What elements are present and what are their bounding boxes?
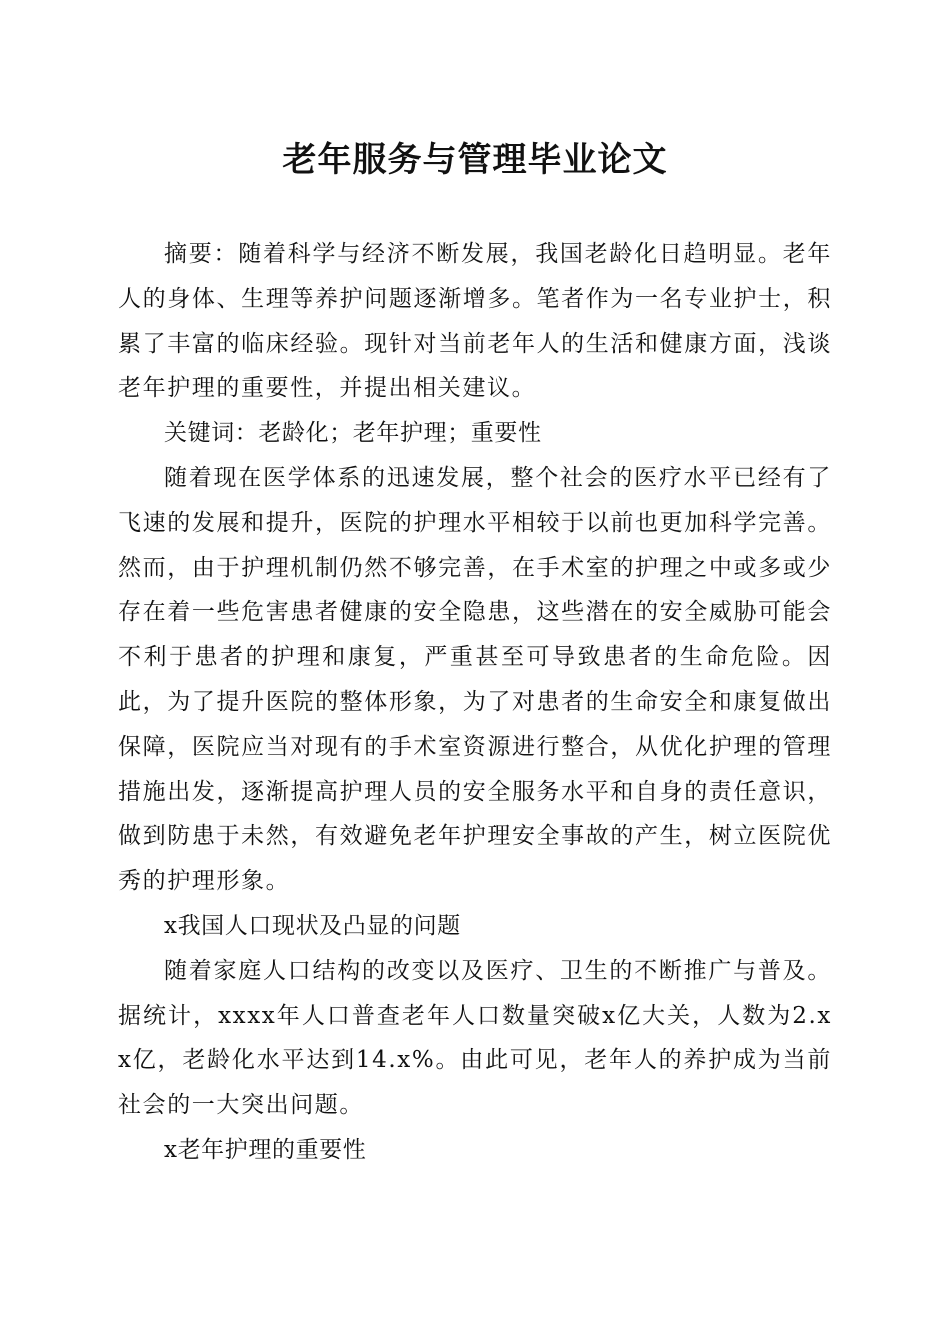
document-title: 老年服务与管理毕业论文 [282, 140, 668, 180]
document-body [118, 232, 832, 1173]
section-heading-importance: x老年护理的重要性 [164, 1136, 367, 1163]
population-paragraph: 随着家庭人口结构的改变以及医疗、卫生的不断推广与普及。据统计，xxxx年人口普查老年人口数量突破x亿大关，人数为2.xx亿，老龄化水平达到14.x%。由此可见，老年人的养护成为当前社会的一大突出问题。 [118, 957, 832, 1119]
intro-paragraph: 随着现在医学体系的迅速发展，整个社会的医疗水平已经有了飞速的发展和提升，医院的护理水平相较于以前也更加科学完善。然而，由于护理机制仍然不够完善，在手术室的护理之中或多或少存在着一些危害患者健康的安全隐患，这些潜在的安全威胁可能会不利于患者的护理和康复，严重甚至可导致患者的生命危险。因此，为了提升医院的整体形象，为了对患者的生命安全和康复做出保障，医院应当对现有的手术室资源进行整合，从优化护理的管理措施出发，逐渐提高护理人员的安全服务水平和自身的责任意识，做到防患于未然，有效避免老年护理安全事故的产生，树立医院优秀的护理形象。 [118, 464, 832, 895]
keywords-line: 关键词：老龄化；老年护理；重要性 [164, 420, 542, 447]
section-heading-population: x我国人口现状及凸显的问题 [164, 912, 461, 939]
abstract-paragraph: 摘要：随着科学与经济不断发展，我国老龄化日趋明显。老年人的身体、生理等养护问题逐渐增多。笔者作为一名专业护士，积累了丰富的临床经验。现针对当前老年人的生活和健康方面，浅谈老年护理的重要性，并提出相关建议。 [118, 241, 832, 402]
